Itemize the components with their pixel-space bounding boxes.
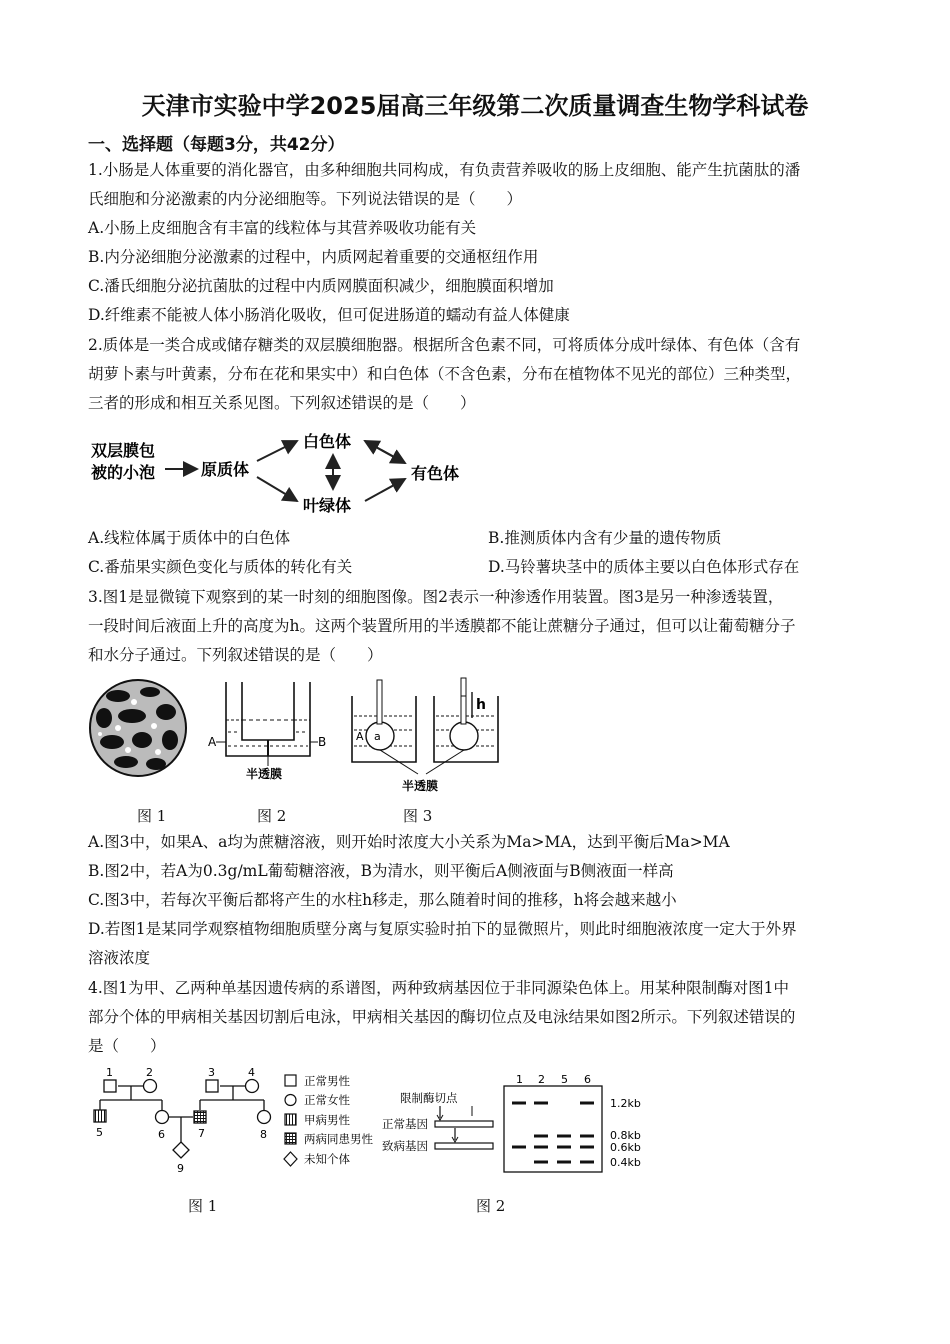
q3-fig2-caption: 图 2 [257, 807, 287, 825]
gel-lane-5: 5 [561, 1073, 568, 1086]
q2-stem-line-3: 三者的形成和相互关系见图。下列叙述错误的是（ ） [88, 394, 476, 412]
diagram-proplastid: 原质体 [201, 460, 250, 479]
q3-fig3-caption: 图 3 [403, 807, 433, 825]
q1-option-d: D.纤维素不能被人体小肠消化吸收，但可促进肠道的蠕动有益人体健康 [88, 306, 570, 324]
pedigree-id-4: 4 [248, 1066, 255, 1079]
pedigree-id-8: 8 [260, 1128, 267, 1141]
normal-gene-label: 正常基因 [382, 1117, 428, 1131]
u-tube-membrane-label: 半透膜 [246, 767, 283, 781]
q2-option-a: A.线粒体属于质体中的白色体 [88, 529, 291, 547]
q3-option-b: B.图2中，若A为0.3g/mL葡萄糖溶液，B为清水，则平衡后A侧液面与B侧液面一样高 [88, 862, 674, 880]
pedigree-legend [282, 1072, 382, 1176]
q2-option-c: C.番茄果实颜色变化与质体的转化有关 [88, 558, 353, 576]
diagram-leucoplast: 白色体 [303, 432, 352, 451]
exam-title: 天津市实验中学2025届高三年级第二次质量调查生物学科试卷 [141, 92, 809, 120]
osmometer-label-a: A [356, 730, 364, 743]
osmometer-membrane-label: 半透膜 [402, 779, 439, 793]
gel-size-0.4: 0.4kb [610, 1156, 641, 1169]
legend-disease-a-male: 甲病男性 [304, 1113, 350, 1127]
q1-stem-line-2: 氏细胞和分泌激素的内分泌细胞等。下列说法错误的是（ ） [88, 190, 523, 208]
q3-stem-line-1: 3.图1是显微镜下观察到的某一时刻的细胞图像。图2表示一种渗透作用装置。图3是另一种渗透装置， [88, 588, 784, 606]
pedigree-id-1: 1 [106, 1066, 113, 1079]
q3-stem-line-2: 一段时间后液面上升的高度为h。这两个装置所用的半透膜都不能让蔗糖分子通过，但可以让葡萄糖分子 [88, 617, 796, 635]
legend-normal-male: 正常男性 [304, 1074, 350, 1088]
q1-option-b: B.内分泌细胞分泌激素的过程中，内质网起着重要的交通枢纽作用 [88, 248, 539, 266]
osmometer-h-label: h [476, 697, 486, 713]
gel-size-0.8: 0.8kb [610, 1129, 641, 1142]
q3-fig1-caption: 图 1 [137, 807, 167, 825]
u-tube-figure [198, 680, 348, 780]
q1-option-c: C.潘氏细胞分泌抗菌肽的过程中内质网膜面积减少，细胞膜面积增加 [88, 277, 554, 295]
q2-stem-line-2: 胡萝卜素与叶黄素，分布在花和果实中）和白色体（不含色素，分布在植物体不见光的部位）三种类型， [88, 365, 802, 383]
q3-option-d: D.若图1是某同学观察植物细胞质壁分离与复原实验时拍下的显微照片，则此时细胞液浓度一定大于外界 [88, 920, 797, 938]
q2-option-b: B.推测质体内含有少量的遗传物质 [488, 529, 722, 547]
q3-option-d-cont: 溶液浓度 [88, 949, 151, 967]
q4-stem-line-2: 部分个体的甲病相关基因切割后电泳，甲病相关基因的酶切位点及电泳结果如图2所示。下列叙述错误的 [88, 1008, 796, 1026]
q4-fig1-caption: 图 1 [188, 1197, 218, 1215]
q2-stem-line-1: 2.质体是一类合成或储存糖类的双层膜细胞器。根据所含色素不同，可将质体分成叶绿体、有色体（含有 [88, 336, 801, 354]
gel-lane-1: 1 [516, 1073, 523, 1086]
q3-option-c: C.图3中，若每次平衡后都将产生的水柱h移走，那么随着时间的推移，h将会越来越小 [88, 891, 677, 909]
pedigree-id-7: 7 [198, 1127, 205, 1140]
pedigree-figure [88, 1066, 288, 1184]
osmometer-figure [348, 676, 508, 794]
gel-size-1.2: 1.2kb [610, 1097, 641, 1110]
legend-both-disease-male: 两病同患男性 [304, 1132, 373, 1146]
micrograph-figure [88, 678, 188, 778]
gel-lane-2: 2 [538, 1073, 545, 1086]
pedigree-id-2: 2 [146, 1066, 153, 1079]
pedigree-id-5: 5 [96, 1126, 103, 1139]
gel-size-0.6: 0.6kb [610, 1141, 641, 1154]
restriction-site-label: 限制酶切点 [400, 1091, 458, 1105]
q3-option-a: A.图3中，如果A、a均为蔗糖溶液，则开始时浓度大小关系为Ma>MA，达到平衡后Ma>MA [88, 833, 730, 851]
section-heading: 一、选择题（每题3分，共42分） [88, 135, 345, 155]
pedigree-id-3: 3 [208, 1066, 215, 1079]
u-tube-label-b: B [318, 735, 327, 749]
legend-normal-female: 正常女性 [304, 1093, 350, 1107]
q4-stem-line-3: 是（ ） [88, 1037, 166, 1055]
pedigree-id-9: 9 [177, 1162, 184, 1175]
legend-unknown: 未知个体 [304, 1152, 350, 1166]
gel-lane-6: 6 [584, 1073, 591, 1086]
osmometer-label-small-a: a [374, 730, 381, 743]
diagram-source-line2: 被的小泡 [91, 463, 156, 482]
electrophoresis-gel [500, 1072, 650, 1176]
disease-gene-label: 致病基因 [382, 1139, 428, 1153]
diagram-chloroplast: 叶绿体 [303, 496, 352, 515]
pedigree-id-6: 6 [158, 1128, 165, 1141]
restriction-site-figure [380, 1090, 498, 1160]
q1-stem-line-1: 1.小肠是人体重要的消化器官，由多种细胞共同构成，有负责营养吸收的肠上皮细胞、能产生抗菌肽的潘 [88, 161, 801, 179]
u-tube-label-a: A [208, 735, 217, 749]
plastid-diagram [85, 425, 485, 525]
q2-option-d: D.马铃薯块茎中的质体主要以白色体形式存在 [488, 558, 800, 576]
diagram-chromoplast: 有色体 [411, 464, 460, 483]
q4-stem-line-1: 4.图1为甲、乙两种单基因遗传病的系谱图，两种致病基因位于非同源染色体上。用某种限制酶对图1中 [88, 979, 790, 997]
q1-option-a: A.小肠上皮细胞含有丰富的线粒体与其营养吸收功能有关 [88, 219, 477, 237]
q4-fig2-caption: 图 2 [476, 1197, 506, 1215]
diagram-source-line1: 双层膜包 [91, 441, 156, 460]
q3-stem-line-3: 和水分子通过。下列叙述错误的是（ ） [88, 646, 383, 664]
